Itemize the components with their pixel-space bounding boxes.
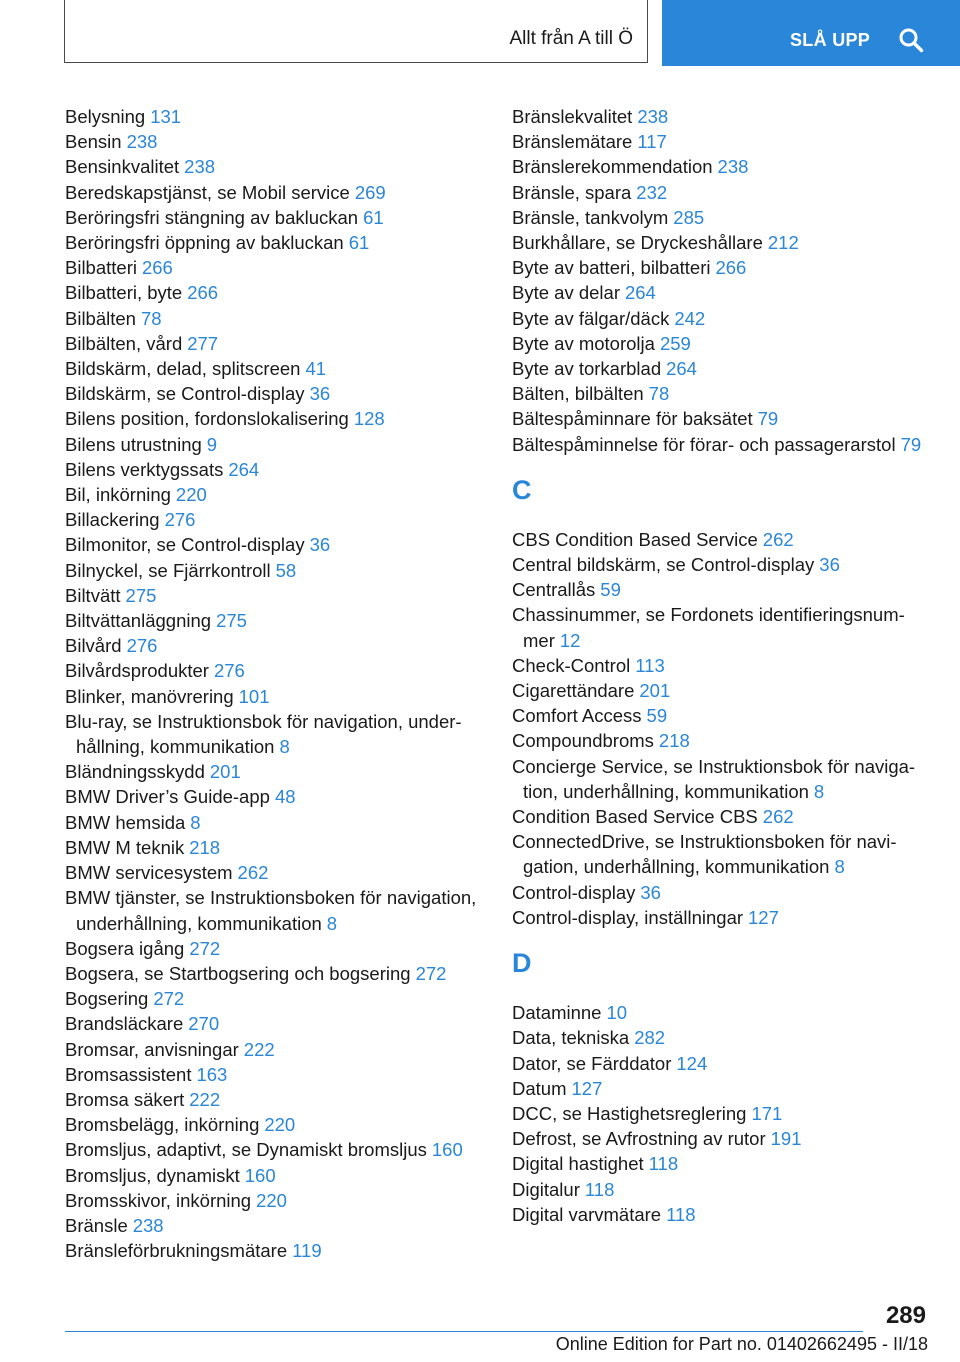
index-entry-term: BMW tjänster, se Instruktionsboken för navigation, underhållning, kommunikation bbox=[65, 887, 477, 934]
index-entry bbox=[512, 703, 932, 728]
index-entry bbox=[512, 678, 932, 703]
index-entry bbox=[65, 810, 485, 835]
index-entry-page-link[interactable]: 119 bbox=[292, 1240, 322, 1262]
index-entry-term: Brandsläckare bbox=[65, 1013, 184, 1035]
index-entry-page-link[interactable]: 272 bbox=[415, 962, 447, 984]
index-entry bbox=[512, 602, 932, 652]
index-entry bbox=[512, 356, 932, 381]
index-entry-page-link[interactable]: 220 bbox=[256, 1189, 287, 1211]
index-entry-page-link[interactable]: 264 bbox=[666, 358, 697, 380]
index-entry-term: DCC, se Hastighetsreglering bbox=[512, 1102, 747, 1124]
index-entry-page-link[interactable]: 10 bbox=[606, 1002, 628, 1024]
index-entry-term: Bogsera igång bbox=[65, 937, 185, 959]
index-entry bbox=[512, 1126, 932, 1151]
index-entry bbox=[65, 885, 485, 935]
index-entry-term: Bromsassistent bbox=[65, 1063, 192, 1085]
index-entry-page-link[interactable]: 171 bbox=[751, 1102, 783, 1124]
index-entry-page-link[interactable]: 101 bbox=[238, 685, 270, 707]
index-entry-term: Billackering bbox=[65, 509, 160, 531]
index-entry-page-link[interactable]: 118 bbox=[648, 1153, 679, 1175]
index-entry-term: Bildskärm, se Control-display bbox=[65, 383, 305, 405]
index-entry bbox=[65, 356, 485, 381]
index-entry-page-link[interactable]: 264 bbox=[228, 458, 260, 480]
index-entry bbox=[512, 1202, 932, 1227]
index-entry-term: Bilvård bbox=[65, 635, 122, 657]
index-entry-term: BMW M teknik bbox=[65, 836, 185, 858]
index-entry-term: Bromsar, anvisningar bbox=[65, 1038, 239, 1060]
index-entry-term: Bromsa säkert bbox=[65, 1088, 185, 1110]
index-entry-page-link[interactable]: 222 bbox=[243, 1038, 275, 1060]
index-entry bbox=[512, 180, 932, 205]
index-entry-page-link[interactable]: 36 bbox=[309, 534, 331, 556]
index-entry-page-link[interactable]: 59 bbox=[646, 705, 668, 727]
index-entry bbox=[65, 1037, 485, 1062]
index-entry-term: Bensin bbox=[65, 131, 122, 153]
index-entry-term: Comfort Access bbox=[512, 705, 642, 727]
index-entry-term: Byte av batteri, bilbatteri bbox=[512, 257, 711, 279]
index-entry-page-link[interactable]: 262 bbox=[762, 806, 794, 828]
index-entry-page-link[interactable]: 113 bbox=[635, 654, 665, 676]
index-entry-term: Bilnyckel, se Fjärrkontroll bbox=[65, 559, 271, 581]
index-entry-term: Bältespåminnare för baksätet bbox=[512, 408, 753, 430]
index-entry-page-link[interactable]: 9 bbox=[206, 433, 218, 455]
index-entry-page-link[interactable]: 238 bbox=[132, 1214, 164, 1236]
index-entry-page-link[interactable]: 238 bbox=[126, 131, 158, 153]
index-entry bbox=[65, 180, 485, 205]
index-entry bbox=[65, 507, 485, 532]
index-entry-page-link[interactable]: 163 bbox=[196, 1063, 228, 1085]
index-entry bbox=[65, 482, 485, 507]
index-entry-term: BMW Driver’s Guide-app bbox=[65, 786, 270, 808]
index-entry bbox=[65, 1137, 485, 1162]
index-entry bbox=[512, 829, 932, 879]
index-entry bbox=[65, 331, 485, 356]
index-entry bbox=[65, 608, 485, 633]
index-entry-page-link[interactable]: 36 bbox=[819, 554, 840, 576]
index-entry bbox=[65, 205, 485, 230]
index-entry-term: Bil, inkörning bbox=[65, 484, 171, 506]
index-entry bbox=[512, 406, 932, 431]
index-entry-term: Bländningsskydd bbox=[65, 761, 205, 783]
index-entry-page-link[interactable]: 128 bbox=[353, 408, 385, 430]
index-entry bbox=[512, 104, 932, 129]
index-entry-page-link[interactable]: 282 bbox=[634, 1027, 666, 1049]
index-entry bbox=[512, 432, 932, 457]
index-entry-term: Bromsskivor, inkörning bbox=[65, 1189, 252, 1211]
footer-divider bbox=[65, 1331, 863, 1332]
index-entry bbox=[512, 306, 932, 331]
index-entry bbox=[512, 653, 932, 678]
index-entry-page-link[interactable]: 212 bbox=[767, 232, 799, 254]
index-entry-term: Bilmonitor, se Control-display bbox=[65, 534, 305, 556]
index-entry-page-link[interactable]: 262 bbox=[762, 528, 794, 550]
index-entry-page-link[interactable]: 117 bbox=[637, 131, 667, 153]
index-entry-page-link[interactable]: 218 bbox=[189, 836, 221, 858]
index-entry bbox=[512, 1177, 932, 1202]
index-entry-page-link[interactable]: 36 bbox=[640, 881, 661, 903]
index-entry-page-link[interactable]: 48 bbox=[274, 786, 296, 808]
index-entry-term: Bränslerekommendation bbox=[512, 156, 713, 178]
index-entry bbox=[65, 835, 485, 860]
index-entry-page-link[interactable]: 8 bbox=[834, 856, 845, 878]
index-entry bbox=[65, 936, 485, 961]
index-entry bbox=[65, 1011, 485, 1036]
index-entry-term: Blinker, manövrering bbox=[65, 685, 234, 707]
index-entry bbox=[65, 457, 485, 482]
index-entry-page-link[interactable]: 201 bbox=[639, 680, 671, 702]
index-entry-term: Belysning bbox=[65, 106, 146, 127]
index-entry bbox=[65, 432, 485, 457]
footer-edition-text: Online Edition for Part no. 01402662495 - II/18 bbox=[555, 1334, 928, 1354]
index-entry-page-link[interactable]: 160 bbox=[431, 1139, 463, 1161]
index-entry-term: Byte av delar bbox=[512, 282, 620, 304]
index-entry bbox=[512, 1000, 932, 1025]
index-entry bbox=[65, 784, 485, 809]
index-entry-term: Check-Control bbox=[512, 654, 631, 676]
index-entry-term: Datum bbox=[512, 1077, 567, 1099]
index-entry-page-link[interactable]: 220 bbox=[175, 484, 207, 506]
index-entry bbox=[512, 381, 932, 406]
index-entry-page-link[interactable]: 262 bbox=[237, 862, 269, 884]
tab-a-to-z-label: Allt från A till Ö bbox=[509, 28, 633, 49]
index-entry-page-link[interactable]: 220 bbox=[264, 1114, 296, 1136]
index-entry-page-link[interactable]: 238 bbox=[717, 156, 749, 178]
index-entry-page-link[interactable]: 238 bbox=[184, 156, 216, 178]
index-entry bbox=[65, 986, 485, 1011]
index-entry bbox=[512, 255, 932, 280]
index-entry-term: Digital varvmätare bbox=[512, 1203, 662, 1225]
index-entry bbox=[65, 658, 485, 683]
index-entry-term: Bältespåminnelse för förar- och passagerarstol bbox=[512, 433, 896, 455]
index-entry-term: Bilens position, fordonslokalisering bbox=[65, 408, 349, 430]
index-entry-term: Bränsle, tankvolym bbox=[512, 206, 669, 228]
index-entry-term: Burkhållare, se Dryckeshållare bbox=[512, 232, 763, 254]
index-entry bbox=[512, 129, 932, 154]
index-entry bbox=[512, 205, 932, 230]
index-entry bbox=[512, 154, 932, 179]
search-icon bbox=[898, 27, 924, 53]
page-number: 289 bbox=[885, 1302, 926, 1329]
index-entry bbox=[512, 728, 932, 753]
index-entry-term: Blu-ray, se Instruktionsbok för navigation, underhållning, kommunikation bbox=[65, 710, 462, 758]
index-entry bbox=[512, 230, 932, 255]
index-entry-page-link[interactable]: 8 bbox=[190, 811, 201, 833]
index-entry-term: Bilbatteri bbox=[65, 257, 137, 279]
index-entry bbox=[65, 129, 485, 154]
index-entry-term: Byte av torkarblad bbox=[512, 358, 662, 380]
index-entry bbox=[65, 1188, 485, 1213]
index-entry-page-link[interactable]: 59 bbox=[600, 579, 621, 601]
index-entry-page-link[interactable]: 8 bbox=[279, 736, 290, 758]
index-entry-term: Bilens utrustning bbox=[65, 433, 202, 455]
index-entry-term: Data, tekniska bbox=[512, 1027, 630, 1049]
index-entry-page-link[interactable]: 276 bbox=[213, 660, 245, 682]
index-entry-term: Beredskapstjänst, se Mobil service bbox=[65, 181, 350, 203]
index-entry bbox=[512, 754, 932, 804]
index-entry bbox=[512, 331, 932, 356]
index-entry-page-link[interactable]: 127 bbox=[571, 1077, 603, 1099]
index-entry-page-link[interactable]: 118 bbox=[584, 1178, 615, 1200]
index-entry-term: ConnectedDrive, se Instruktionsboken för navigation, underhållning, kommunikation bbox=[512, 831, 897, 878]
index-entry-page-link[interactable]: 272 bbox=[153, 988, 185, 1010]
index-entry-term: Bilvårdsprodukter bbox=[65, 660, 209, 682]
index-entry-page-link[interactable]: 124 bbox=[676, 1052, 708, 1074]
index-entry-term: Defrost, se Avfrostning av rutor bbox=[512, 1128, 766, 1150]
index-entry bbox=[65, 759, 485, 784]
index-entry-term: Bilbälten bbox=[65, 307, 136, 329]
index-entry-term: Compoundbroms bbox=[512, 730, 654, 752]
index-entry bbox=[512, 1076, 932, 1101]
index-entry-term: Bensinkvalitet bbox=[65, 156, 180, 178]
index-entry-term: Biltvätt bbox=[65, 584, 121, 606]
index-entry-page-link[interactable]: 275 bbox=[125, 584, 157, 606]
index-entry-term: Bilbatteri, byte bbox=[65, 282, 183, 304]
index-entry-term: Central bildskärm, se Control-display bbox=[512, 554, 815, 576]
index-entry bbox=[65, 860, 485, 885]
index-entry-term: Bogsera, se Startbogsering och bogsering bbox=[65, 962, 411, 984]
index-entry bbox=[512, 1151, 932, 1176]
index-entry bbox=[65, 406, 485, 431]
top-navigation-bar bbox=[0, 0, 960, 66]
index-entry-page-link[interactable]: 242 bbox=[674, 307, 706, 329]
index-entry bbox=[65, 1238, 485, 1263]
index-entry-term: Bränsleförbrukningsmätare bbox=[65, 1240, 288, 1262]
index-entry-page-link[interactable]: 41 bbox=[305, 358, 327, 380]
index-entry bbox=[65, 255, 485, 280]
index-entry-page-link[interactable]: 131 bbox=[150, 106, 182, 127]
index-entry bbox=[512, 880, 932, 905]
index-entry bbox=[65, 633, 485, 658]
index-entry bbox=[512, 804, 932, 829]
index-column-left bbox=[65, 104, 485, 1263]
index-entry-page-link[interactable]: 232 bbox=[636, 181, 668, 203]
index-entry bbox=[512, 577, 932, 602]
index-entry-term: Concierge Service, se Instruktionsbok för navigation, underhållning, kommunikation bbox=[512, 755, 916, 802]
index-entry-page-link[interactable]: 276 bbox=[164, 509, 196, 531]
index-entry-page-link[interactable]: 259 bbox=[659, 332, 691, 354]
index-entry bbox=[512, 552, 932, 577]
index-entry-term: Bildskärm, delad, splitscreen bbox=[65, 358, 301, 380]
index-entry-page-link[interactable]: 222 bbox=[189, 1088, 221, 1110]
index-entry-term: Biltvättanläggning bbox=[65, 610, 212, 632]
index-entry bbox=[65, 104, 485, 129]
index-entry-page-link[interactable]: 264 bbox=[624, 282, 656, 304]
index-entry-page-link[interactable]: 238 bbox=[637, 106, 669, 127]
index-entry bbox=[65, 558, 485, 583]
index-entry-term: Bogsering bbox=[65, 988, 149, 1010]
index-entry-term: Dator, se Färddator bbox=[512, 1052, 672, 1074]
index-entry-page-link[interactable]: 266 bbox=[141, 257, 173, 279]
index-entry-page-link[interactable]: 277 bbox=[187, 332, 219, 354]
index-entry-page-link[interactable]: 266 bbox=[187, 282, 219, 304]
index-entry-term: Centrallås bbox=[512, 579, 596, 601]
index-letter-heading: D bbox=[512, 948, 532, 979]
index-entry bbox=[65, 306, 485, 331]
index-entry-page-link[interactable]: 118 bbox=[666, 1203, 696, 1225]
tab-a-to-z[interactable] bbox=[64, 0, 648, 63]
index-entry-page-link[interactable]: 12 bbox=[559, 629, 581, 651]
index-entry bbox=[65, 1213, 485, 1238]
index-entry-term: Bromsljus, dynamiskt bbox=[65, 1164, 240, 1186]
index-entry-term: Bilens verktygssats bbox=[65, 458, 224, 480]
index-entry bbox=[512, 527, 932, 552]
index-entry-page-link[interactable]: 266 bbox=[715, 257, 747, 279]
index-entry-term: Beröringsfri stängning av bakluckan bbox=[65, 206, 359, 228]
index-entry bbox=[65, 1163, 485, 1188]
index-entry bbox=[512, 1101, 932, 1126]
index-entry-term: Cigarettändare bbox=[512, 680, 635, 702]
index-entry bbox=[65, 532, 485, 557]
index-entry-page-link[interactable]: 36 bbox=[309, 383, 331, 405]
index-entry-term: Bränslemätare bbox=[512, 131, 633, 153]
index-entry-term: Dataminne bbox=[512, 1002, 602, 1024]
index-entry bbox=[65, 709, 485, 759]
index-entry bbox=[512, 280, 932, 305]
index-entry bbox=[65, 381, 485, 406]
index-entry bbox=[65, 230, 485, 255]
index-entry-term: Digitalur bbox=[512, 1178, 580, 1200]
index-entry-term: Bromsbelägg, inkörning bbox=[65, 1114, 260, 1136]
index-entry-term: Control-display bbox=[512, 881, 636, 903]
index-entry-page-link[interactable]: 191 bbox=[770, 1128, 802, 1150]
index-entry bbox=[65, 684, 485, 709]
index-entry-term: BMW servicesystem bbox=[65, 862, 233, 884]
index-entry-term: Byte av fälgar/däck bbox=[512, 307, 670, 329]
index-entry-page-link[interactable]: 79 bbox=[757, 408, 779, 430]
index-entry-page-link[interactable]: 276 bbox=[126, 635, 158, 657]
index-entry-page-link[interactable]: 8 bbox=[813, 780, 825, 802]
index-entry-term: Bränsle bbox=[65, 1214, 128, 1236]
index-entry-term: Control-display, inställningar bbox=[512, 906, 744, 928]
index-entry-page-link[interactable]: 270 bbox=[188, 1013, 220, 1035]
index-entry-term: Bränsle, spara bbox=[512, 181, 632, 203]
index-entry bbox=[65, 1062, 485, 1087]
index-entry-term: Bromsljus, adaptivt, se Dynamiskt bromsljus bbox=[65, 1139, 427, 1161]
index-entry-term: Beröringsfri öppning av bakluckan bbox=[65, 232, 344, 254]
index-entry-page-link[interactable]: 275 bbox=[216, 610, 247, 632]
index-entry-term: Bilbälten, vård bbox=[65, 332, 183, 354]
index-entry-page-link[interactable]: 269 bbox=[354, 181, 386, 203]
index-entry-term: Bälten, bilbälten bbox=[512, 383, 644, 405]
index-entry-term: Condition Based Service CBS bbox=[512, 806, 758, 828]
index-entry bbox=[65, 961, 485, 986]
index-entry-term: Chassinummer, se Fordonets identifieringsnummer bbox=[512, 604, 905, 651]
index-entry-page-link[interactable]: 78 bbox=[140, 307, 162, 329]
index-entry-term: Byte av motorolja bbox=[512, 332, 655, 354]
search-button[interactable] bbox=[662, 0, 960, 66]
index-entry-page-link[interactable]: 218 bbox=[658, 730, 690, 752]
index-entry-page-link[interactable]: 201 bbox=[209, 761, 241, 783]
index-entry bbox=[65, 583, 485, 608]
index-entry bbox=[65, 280, 485, 305]
index-entry bbox=[65, 1087, 485, 1112]
index-entry-page-link[interactable]: 78 bbox=[648, 383, 670, 405]
index-entry-page-link[interactable]: 272 bbox=[189, 937, 221, 959]
index-column-right bbox=[512, 104, 932, 1227]
index-entry-page-link[interactable]: 8 bbox=[326, 912, 338, 934]
index-entry-page-link[interactable]: 58 bbox=[275, 559, 297, 581]
index-entry bbox=[512, 1051, 932, 1076]
index-entry bbox=[512, 1025, 932, 1050]
index-entry-page-link[interactable]: 79 bbox=[900, 433, 922, 455]
index-entry bbox=[512, 905, 932, 930]
index-entry-page-link[interactable]: 285 bbox=[673, 206, 705, 228]
index-entry-term: BMW hemsida bbox=[65, 811, 186, 833]
index-entry-term: Bränslekvalitet bbox=[512, 106, 633, 127]
index-entry-page-link[interactable]: 160 bbox=[244, 1164, 276, 1186]
index-entry-term: CBS Condition Based Service bbox=[512, 528, 758, 550]
index-entry-page-link[interactable]: 61 bbox=[363, 206, 384, 228]
index-entry-term: Digital hastighet bbox=[512, 1153, 644, 1175]
index-entry-page-link[interactable]: 127 bbox=[748, 906, 779, 928]
index-entry-page-link[interactable]: 61 bbox=[348, 232, 370, 254]
index-entry bbox=[65, 154, 485, 179]
index-letter-heading: C bbox=[512, 474, 532, 505]
search-button-label: SLÅ UPP bbox=[790, 30, 871, 50]
index-entry bbox=[65, 1112, 485, 1137]
